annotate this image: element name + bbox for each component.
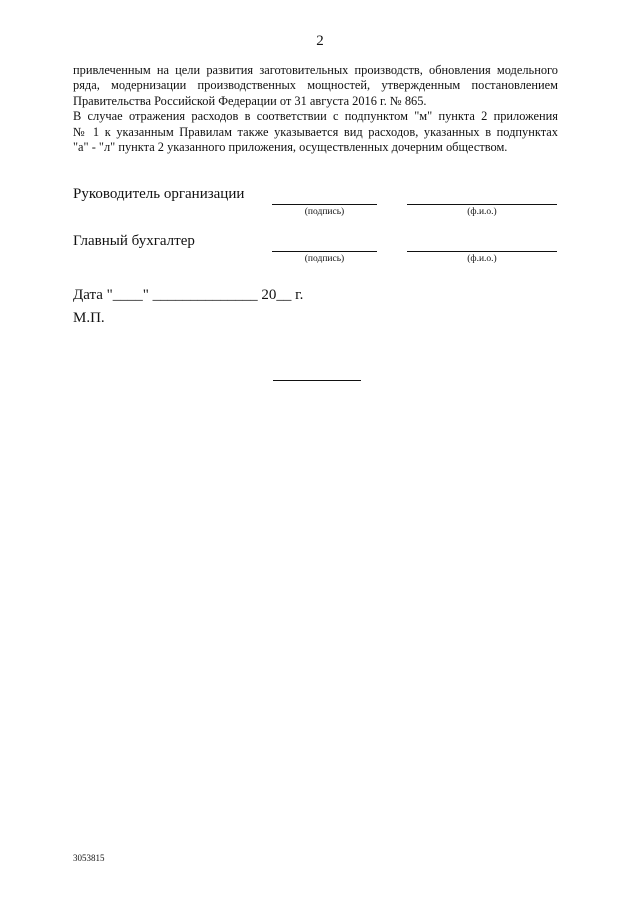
page-number: 2 — [316, 33, 324, 49]
document-code: 3053815 — [73, 853, 105, 863]
head-signature-caption: (подпись) — [304, 207, 345, 217]
paragraph1-line-2: ряда, модернизации производственных мощностей, утвержденным постановлением — [73, 78, 558, 93]
head-name-line — [407, 204, 557, 205]
paragraph2-line-2: № 1 к указанным Правилам также указывается вид расходов, указанных в подпунктах — [73, 124, 558, 139]
head-name-caption: (ф.и.о.) — [467, 207, 497, 217]
accountant-signature-caption: (подпись) — [304, 254, 345, 264]
accountant-signature-line — [272, 251, 377, 252]
date-line: Дата "____" ______________ 20__ г. — [73, 287, 304, 303]
head-signature-label: Руководитель организации — [73, 186, 245, 202]
end-of-document-rule — [273, 380, 361, 381]
accountant-signature-label: Главный бухгалтер — [73, 233, 195, 249]
paragraph2-line-1: В случае отражения расходов в соответствии с подпунктом "м" пункта 2 приложения — [73, 109, 558, 124]
accountant-name-caption: (ф.и.о.) — [467, 254, 497, 264]
accountant-name-line — [407, 251, 557, 252]
head-signature-line — [272, 204, 377, 205]
note-text — [73, 63, 558, 155]
paragraph2-line-3: "а" - "л" пункта 2 указанного приложения, осуществленных дочерним обществом. — [73, 140, 508, 155]
paragraph1-line-1: привлеченным на цели развития заготовительных производств, обновления модельного — [73, 63, 558, 77]
stamp-placeholder: М.П. — [73, 310, 105, 326]
paragraph1-line-3: Правительства Российской Федерации от 31 августа 2016 г. № 865. — [73, 93, 427, 108]
